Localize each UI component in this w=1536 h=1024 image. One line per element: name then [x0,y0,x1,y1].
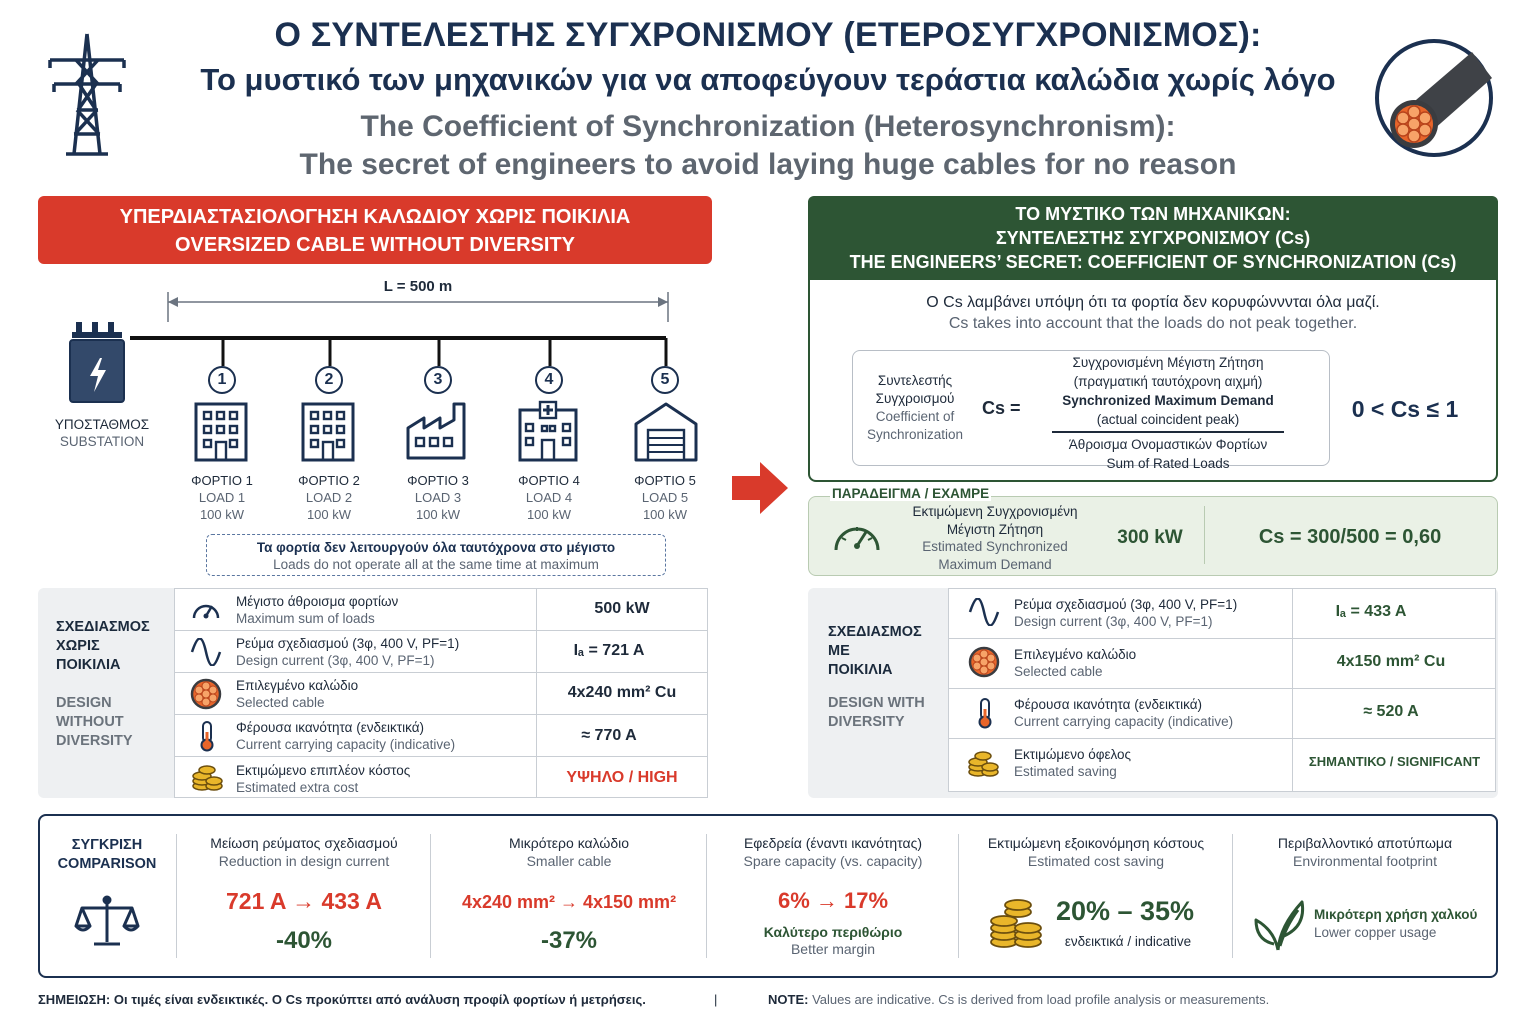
coefficient-label-english-2: Synchronization [866,427,964,442]
title-greek-line-2: Το μυστικό των μηχανικών για να αποφεύγουν τεράστια καλώδια χωρίς λόγο [200,62,1336,97]
load-3-english: LOAD 3 [414,490,462,505]
denominator-greek: Άθροισμα Ονομαστικών Φορτίων [1068,437,1268,452]
power-pylon-icon [46,30,128,158]
load-2-label [279,472,379,523]
load-5-power: 100 kW [642,507,688,522]
footnote-english [768,992,1269,1007]
load-number-1: 1 [208,366,236,394]
load-number-2: 2 [315,366,343,394]
design-with-greek-3: ΠΟΙΚΙΛΙΑ [828,662,893,678]
numerator-greek-1: Συγχρονισμένη Μέγιστη Ζήτηση [1072,355,1264,370]
left-row-1-value: 500 kW [594,600,650,617]
load-3-power: 100 kW [415,507,461,522]
left-row-1-english: Maximum sum of loads [236,611,375,626]
footnote-greek [38,992,646,1007]
load-4-greek: ΦΟΡΤΙΟ 4 [518,473,580,488]
left-row-1-greek: Μέγιστο άθροισμα φορτίων [236,594,399,609]
design-with-diversity-english [828,694,938,732]
coefficient-label-greek-1: Συντελεστής [877,373,953,388]
left-row-5-value: ΥΨΗΛΟ / HIGH [566,769,678,786]
sine-wave-icon [968,598,1000,626]
left-row-4-english: Current carrying capacity (indicative) [236,737,456,752]
right-row-4-greek: Εκτιμώμενο όφελος [1014,747,1132,762]
load-1-english: LOAD 1 [198,490,246,505]
cmp-3-sub-english: Better margin [790,941,876,957]
example-value: 300 kW [1117,527,1183,548]
title-english-line-1: The Coefficient of Synchronization (Heterosynchronism): [360,110,1176,143]
right-row-1-greek: Ρεύμα σχεδιασμού (3φ, 400 V, PF=1) [1014,597,1238,612]
left-row-3-greek: Επιλεγμένο καλώδιο [236,678,359,693]
length-dimension-line [160,292,676,322]
substation-icon [64,320,144,404]
cs-intro-greek: Ο Cs λαμβάνει υπόψη ότι τα φορτία δεν κορυφώνννται όλα μαζί. [926,294,1380,311]
comparison-divider [430,834,431,958]
example-english-1: Estimated Synchronized [922,539,1068,554]
example-label: ΠΑΡΑΔΕΙΓΜΑ / ΕΧΑΜΡΕ [832,486,990,501]
comparison-label-english: COMPARISON [57,856,157,872]
cmp-5-sub-greek: Μικρότερη χρήση χαλκού [1314,907,1478,922]
coins-icon [966,748,1000,778]
load-number-4: 4 [535,366,563,394]
comparison-divider [706,834,707,958]
left-row-3-value: 4x240 mm² Cu [567,684,677,701]
cmp-2-greek: Μικρότερο καλώδιο [508,835,630,851]
substation-greek: ΥΠΟΣΤΑΘΜΟΣ [54,417,150,432]
left-row-5-english: Estimated extra cost [236,780,359,795]
footnote-greek-text: ΣΗΜΕΙΩΣΗ: Οι τιμές είναι ενδεικτικές. Ο Cs προκύπτει από ανάλυση προφίλ φορτίων ή μετρήσεις. [38,992,646,1007]
load-4-label [499,472,599,523]
left-row-3-english: Selected cable [236,695,325,710]
cmp-3-sub-greek: Καλύτερο περιθώριο [763,924,903,940]
cmp-1-english: Reduction in design current [218,853,390,869]
balance-scale-icon [74,894,140,950]
load-1-greek: ΦΟΡΤΙΟ 1 [191,473,253,488]
cmp-1-greek: Μείωση ρεύματος σχεδιασμού [210,835,398,851]
title-english-line-2: The secret of engineers to avoid laying huge cables for no reason [299,148,1237,181]
cable-icon [190,678,222,710]
secret-head-line-1: ΤΟ ΜΥΣΤΙΚΟ ΤΩΝ ΜΗΧΑΝΙΚΩΝ: [1015,204,1291,224]
speedometer-icon [832,518,882,554]
footnote-english-label: NOTE: [768,992,809,1007]
left-row-separator [174,756,708,757]
left-row-separator [174,630,708,631]
length-label: L = 500 m [383,278,453,295]
cmp-4-main: 20% – 35% [1055,896,1195,926]
cable-icon [968,646,1000,678]
design-with-greek-1: ΣΧΕΔΙΑΣΜΟΣ [828,624,922,640]
cmp-5-greek: Περιβαλλοντικό αποτύπωμα [1277,835,1453,851]
left-row-4-greek: Φέρουσα ικανότητα (ενδεικτικά) [236,720,425,735]
right-row-1-value: Iₐ = 433 A [1335,603,1407,620]
cmp-3-greek: Εφεδρεία (έναντι ικανότητας) [743,835,923,851]
cable-cross-section-icon [1374,38,1498,158]
thermometer-icon [196,720,218,752]
simultaneity-note-greek: Τα φορτία δεν λειτουργούν όλα ταυτόχρονα στο μέγιστο [256,540,616,555]
load-5-greek: ΦΟΡΤΙΟ 5 [634,473,696,488]
load-4-english: LOAD 4 [525,490,573,505]
cs-range: 0 < Cs ≤ 1 [1351,396,1459,422]
left-row-2-greek: Ρεύμα σχεδιασμού (3φ, 400 V, PF=1) [236,636,460,651]
comparison-label-greek: ΣΥΓΚΡΙΣΗ [71,837,143,853]
example-divider [1204,506,1205,564]
thermometer-icon [974,697,996,729]
load-4-power: 100 kW [526,507,572,522]
substation-english: SUBSTATION [59,434,145,449]
fraction-bar [1052,431,1284,433]
right-row-3-value: ≈ 520 A [1363,703,1419,720]
right-row-4-value: ΣΗΜΑΝΤΙΚΟ / SIGNIFICANT [1308,754,1481,769]
coefficient-label [856,372,974,444]
load-3-greek: ΦΟΡΤΙΟ 3 [407,473,469,488]
load-5-english: LOAD 5 [641,490,689,505]
left-row-design-current [236,635,532,669]
example-description [900,503,1090,573]
cs-intro-english: Cs takes into account that the loads do not peak together. [948,315,1358,332]
sine-wave-icon [190,638,222,666]
denominator-english: Sum of Rated Loads [1106,456,1230,471]
engineers-secret-header [808,196,1498,280]
design-without-diversity-english: DESIGN WITHOUT DIVERSITY [56,695,133,749]
load-3-label [388,472,488,523]
cs-intro [808,292,1498,334]
load-number-3: 3 [424,366,452,394]
load-number-5: 5 [651,366,679,394]
cmp-3-english: Spare capacity (vs. capacity) [743,853,923,869]
right-row-2-english: Selected cable [1014,664,1103,679]
load-2-greek: ΦΟΡΤΙΟ 2 [298,473,360,488]
left-row-4-value: ≈ 770 A [581,727,637,744]
cmp-4-english: Estimated cost saving [1027,853,1165,869]
load-2-power: 100 kW [306,507,352,522]
coin-stacks-icon [988,894,1046,950]
right-row-2-value: 4x150 mm² Cu [1336,653,1446,670]
transition-arrow-icon [730,460,790,516]
footnote-separator: | [714,992,718,1007]
cmp-5-english: Environmental footprint [1293,853,1437,869]
example-greek-2: Μέγιστη Ζήτηση [946,521,1044,537]
comparison-smaller-cable [432,834,706,955]
right-row-selected-cable [1014,646,1290,680]
cs-equals: Cs = [982,398,1021,418]
residential-building-icon [299,400,359,462]
substation-label [40,416,164,450]
cmp-4-greek: Εκτιμώμενη εξοικονόμηση κόστους [987,835,1205,851]
office-building-icon [192,400,252,462]
title-greek-line-1: Ο ΣΥΝΤΕΛΕΣΤΗΣ ΣΥΓΧΡΟΝΙΣΜΟΥ (ΕΤΕΡΟΣΥΓΧΡΟΝΙΣΜΟΣ): [274,16,1262,54]
design-with-english-1: DESIGN WITH [828,695,925,711]
left-row-2-value: Iₐ = 721 A [573,642,645,659]
coins-icon [190,762,224,792]
example-english-2: Maximum Demand [938,556,1052,572]
right-row-design-current [1014,596,1290,630]
right-row-1-english: Design current (3φ, 400 V, PF=1) [1014,614,1213,629]
hospital-icon [516,400,582,462]
left-row-extra-cost [236,762,532,796]
numerator-greek-2: (πραγματική ταυτόχρονη αιχμή) [1073,374,1263,389]
cmp-4-indicative: ενδεικτικά / indicative [1064,934,1192,949]
design-with-english-2: DIVERSITY [828,714,905,730]
warehouse-icon [632,400,700,462]
right-row-separator [948,738,1496,739]
cmp-2-english: Smaller cable [526,853,612,869]
right-row-saving [1014,746,1290,780]
load-1-label [172,472,272,523]
load-1-power: 100 kW [199,507,245,522]
simultaneity-note-english: Loads do not operate all at the same time at maximum [273,557,599,572]
numerator-english-1: Synchronized Maximum Demand [1062,393,1274,408]
right-row-2-greek: Επιλεγμένο καλώδιο [1014,647,1137,662]
secret-head-line-3: THE ENGINEERS’ SECRET: COEFFICIENT OF SYNCHRONIZATION (Cs) [849,252,1457,272]
left-row-capacity [236,719,532,753]
load-2-english: LOAD 2 [305,490,353,505]
footnote-english-text: Values are indicative. Cs is derived from load profile analysis or measurements. [812,992,1270,1007]
comparison-label [50,836,164,874]
left-row-max-sum [236,593,532,627]
comparison-current-reduction [178,834,430,955]
comparison-divider [958,834,959,958]
formula-denominator [1040,435,1296,473]
secret-head-line-2: ΣΥΝΤΕΛΕΣΤΗΣ ΣΥΓΧΡΟΝΙΣΜΟΥ (Cs) [995,228,1311,248]
oversized-cable-banner [38,196,712,264]
comparison-environment [1234,834,1496,870]
right-row-3-greek: Φέρουσα ικανότητα (ενδεικτικά) [1014,697,1203,712]
gauge-icon [190,594,222,624]
design-without-diversity-greek: ΣΧΕΔΙΑΣΜΟΣ ΧΩΡΙΣ ΠΟΙΚΙΛΙΑ [56,619,150,673]
comparison-spare-capacity [708,834,958,958]
right-row-4-english: Estimated saving [1014,764,1117,779]
design-with-greek-2: ΜΕ [828,643,850,659]
left-row-separator [174,672,708,673]
cmp-1-percent: -40% [275,927,333,954]
feeder-bus-line [60,320,700,390]
right-row-3-english: Current carrying capacity (indicative) [1014,714,1234,729]
comparison-divider [176,834,177,958]
cmp-5-sub-english: Lower copper usage [1314,925,1437,940]
comparison-cost-saving [960,834,1232,870]
example-greek-1: Εκτιμώμενη Συγχρονισμένη [912,504,1078,519]
coefficient-label-greek-2: Συγχροισμού [875,391,955,406]
right-row-separator [948,688,1496,689]
right-row-capacity [1014,696,1290,730]
formula-numerator [1040,353,1296,429]
left-row-selected-cable [236,677,532,711]
cmp-2-percent: -37% [540,927,598,954]
simultaneity-note [206,534,666,576]
cmp-1-main: 721 A → 433 A [226,888,382,914]
left-row-5-greek: Εκτιμώμενο επιπλέον κόστος [236,763,411,778]
load-5-label [615,472,715,523]
numerator-english-2: (actual coincident peak) [1096,412,1240,427]
factory-icon [404,400,472,462]
cmp-5-detail [1314,906,1494,942]
left-row-separator [174,714,708,715]
example-calculation: Cs = 300/500 = 0,60 [1258,526,1442,548]
coefficient-label-english-1: Coefficient of [875,409,955,424]
cmp-3-main: 6% → 17% [777,888,889,913]
left-row-2-english: Design current (3φ, 400 V, PF=1) [236,653,435,668]
banner-english: OVERSIZED CABLE WITHOUT DIVERSITY [174,234,576,256]
cmp-2-main: 4x240 mm² → 4x150 mm² [461,892,677,912]
banner-greek: ΥΠΕΡΔΙΑΣΤΑΣΙΟΛΟΓΗΣΗ ΚΑΛΩΔΙΟΥ ΧΩΡΙΣ ΠΟΙΚΙΛΙΑ [119,206,631,228]
design-with-diversity-greek [828,623,938,680]
leaf-icon [1250,896,1308,952]
comparison-divider [1232,834,1233,958]
right-row-separator [948,638,1496,639]
